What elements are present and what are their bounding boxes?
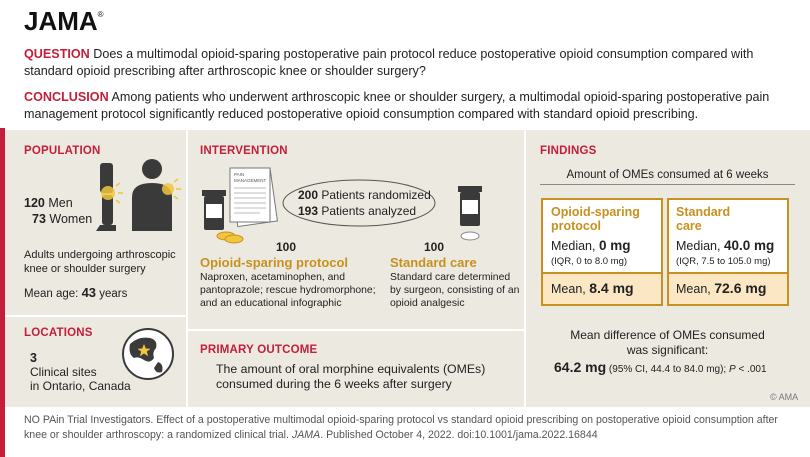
primary-outcome-title: PRIMARY OUTCOME — [200, 344, 318, 356]
group2-iqr: (IQR, 7.5 to 105.0 mg) — [676, 256, 771, 267]
group1-iqr: (IQR, 0 to 8.0 mg) — [551, 256, 628, 267]
question — [24, 46, 799, 80]
copyright: © AMA — [770, 392, 799, 402]
locations-count: 3 — [30, 351, 37, 365]
population-mean-age: Mean age: 43 years — [24, 285, 128, 300]
group2-mean: Mean, 72.6 mg — [676, 280, 767, 296]
conclusion — [24, 89, 799, 123]
divider-int-outcome — [188, 329, 524, 331]
citation: NO PAin Trial Investigators. Effect of a postoperative multimodal opioid-sparing protocol vs standard opioid prescribing on postoperative opioid consumption after knee or shoulder arthroscopy: a randomized clinical trial. JAMA. Published October 4, 2022. doi:10.1001/jama.2022.16844 — [24, 414, 778, 441]
divider-pop-loc — [5, 315, 186, 317]
arm1-title: Opioid-sparing protocol — [200, 255, 349, 270]
arm2-count: 100 — [424, 240, 445, 254]
conclusion-text: Among patients who underwent arthroscopic knee or shoulder surgery, a multimodal opioid-sparing postoperative pain management protocol significantly reduced postoperative opioid consumption compared with standard opioid prescribing. — [24, 90, 770, 121]
population-women: 73 Women — [32, 212, 93, 226]
population-description: Adults undergoing arthroscopic knee or shoulder surgery — [24, 249, 176, 275]
question-text: Does a multimodal opioid-sparing postoperative pain protocol reduce postoperative opioid consumption compared with standard opioid prescribing after arthroscopic knee or shoulder surgery? — [24, 47, 754, 78]
standard-bottle-icon — [450, 182, 490, 248]
population-body-icon — [92, 157, 184, 237]
pill-bottle-papers-icon — [198, 162, 290, 246]
primary-outcome-text: The amount of oral morphine equivalents (OMEs) consumed during the 6 weeks after surgery — [216, 362, 486, 391]
diff-line2: was significant: — [626, 343, 709, 357]
findings-rule — [540, 184, 795, 185]
group1-mean: Mean, 8.4 mg — [551, 280, 634, 296]
group2-title: Standard care — [676, 205, 731, 233]
randomized-line: 200 Patients randomized — [298, 188, 431, 202]
group1-median: Median, 0 mg — [551, 238, 631, 253]
diff-line1: Mean difference of OMEs consumed — [570, 328, 765, 342]
divider-pop-int — [186, 130, 188, 407]
intervention-title: INTERVENTION — [200, 145, 288, 157]
findings-title: FINDINGS — [540, 145, 597, 157]
analyzed-line: 193 Patients analyzed — [298, 204, 417, 218]
globe-icon — [120, 326, 176, 382]
conclusion-label: CONCLUSION — [24, 90, 109, 104]
locations-title: LOCATIONS — [24, 327, 93, 339]
question-label: QUESTION — [24, 47, 90, 61]
population-men: 120 Men — [24, 196, 73, 210]
jama-logo: JAMA® — [24, 6, 104, 36]
locations-line2: in Ontario, Canada — [30, 379, 131, 393]
divider-int-find — [524, 130, 526, 407]
group2-median: Median, 40.0 mg — [676, 238, 775, 253]
randomized-ellipse — [281, 178, 437, 228]
population-title: POPULATION — [24, 145, 101, 157]
arm2-desc: Standard care determined by surgeon, consisting of an opioid analgesic — [390, 272, 520, 309]
locations-line1: Clinical sites — [30, 365, 97, 379]
header — [0, 0, 810, 128]
svg-text:MANAGEMENT: MANAGEMENT — [234, 178, 267, 183]
arm2-title: Standard care — [390, 255, 477, 270]
findings-subtitle: Amount of OMEs consumed at 6 weeks — [566, 169, 769, 181]
group1-title: Opioid-sparing protocol — [551, 205, 640, 233]
diff-result: 64.2 mg (95% CI, 44.4 to 84.0 mg); P < .001 — [554, 359, 767, 375]
arm1-desc: Naproxen, acetaminophen, and pantoprazole; rescue hydromorphone; and an educational infographic — [200, 272, 376, 309]
svg-text:PAIN: PAIN — [234, 172, 245, 177]
arm1-count: 100 — [276, 240, 297, 254]
